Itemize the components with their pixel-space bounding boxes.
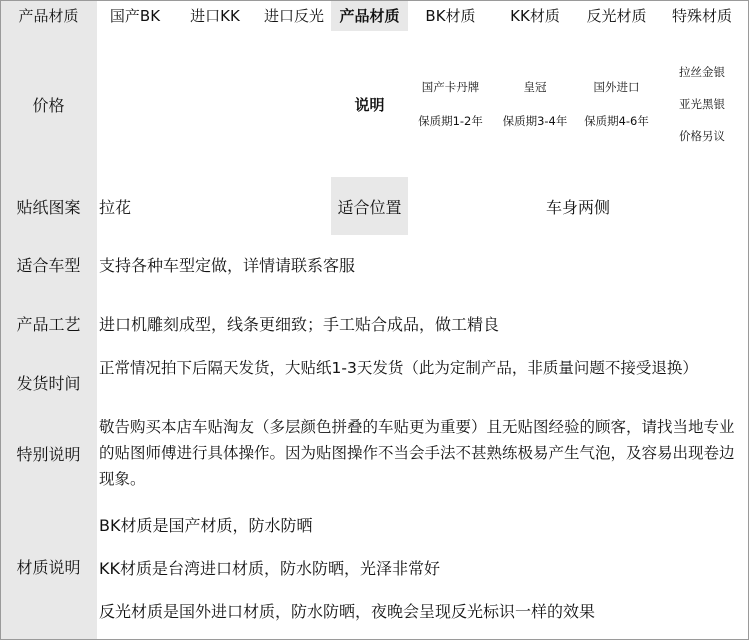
special-notice-label: 特别说明 bbox=[0, 412, 98, 495]
position-value: 车身两侧 bbox=[408, 177, 749, 236]
header-material-bk: BK材质 bbox=[408, 0, 494, 32]
material-line-kk: KK材质是台湾进口材质，防水防晒，光泽非常好 bbox=[99, 559, 440, 578]
reflective-origin: 国外进口 bbox=[593, 80, 640, 94]
bk-brand: 国产卡丹牌 bbox=[421, 80, 480, 94]
shipping-value: 正常情况拍下后隔天发货，大贴纸1-3天发货（此为定制产品，非质量问题不接受退换） bbox=[97, 353, 749, 413]
price-kk-cell bbox=[173, 31, 258, 178]
special-line-2: 亚光黑银 bbox=[679, 97, 725, 111]
price-label: 价格 bbox=[0, 31, 98, 178]
bk-warranty: 保质期1-2年 bbox=[418, 114, 483, 128]
header-product-material-label-2: 产品材质 bbox=[331, 0, 409, 32]
kk-brand: 皇冠 bbox=[523, 80, 547, 94]
special-notice-value: 敬告购买本店车贴淘友（多层颜色拼叠的车贴更为重要）且无贴图经验的顾客，请找当地专业的贴图师傅进行具体操作。因为贴图操作不当会手法不甚熟练极易产生气泡，及容易出现卷边现象。 bbox=[97, 412, 749, 495]
header-col-kk: 进口KK bbox=[173, 0, 258, 32]
header-material-special: 特殊材质 bbox=[656, 0, 749, 32]
special-description bbox=[656, 31, 749, 178]
shipping-label: 发货时间 bbox=[0, 353, 98, 413]
reflective-description bbox=[577, 31, 657, 178]
price-reflective-cell bbox=[257, 31, 332, 178]
kk-warranty: 保质期3-4年 bbox=[502, 114, 568, 128]
description-label: 说明 bbox=[331, 31, 409, 178]
craft-label: 产品工艺 bbox=[0, 294, 98, 354]
craft-value: 进口机雕刻成型，线条更细致；手工贴合成品，做工精良 bbox=[97, 294, 749, 354]
reflective-warranty: 保质期4-6年 bbox=[584, 114, 649, 128]
bk-description bbox=[408, 31, 494, 178]
header-material-reflective: 反光材质 bbox=[577, 0, 657, 32]
car-type-label: 适合车型 bbox=[0, 235, 98, 295]
sticker-value: 拉花 bbox=[97, 177, 332, 236]
kk-description bbox=[493, 31, 578, 178]
sticker-label: 贴纸图案 bbox=[0, 177, 98, 236]
special-line-1: 拉丝金银 bbox=[679, 65, 725, 79]
special-line-3: 价格另议 bbox=[679, 129, 725, 143]
material-line-bk: BK材质是国产材质，防水防晒 bbox=[99, 516, 313, 535]
material-explain-value bbox=[97, 494, 749, 640]
material-line-reflective: 反光材质是国外进口材质，防水防晒，夜晚会呈现反光标识一样的效果 bbox=[99, 602, 596, 621]
header-col-bk: 国产BK bbox=[97, 0, 174, 32]
header-material-kk: KK材质 bbox=[493, 0, 578, 32]
material-explain-label: 材质说明 bbox=[0, 494, 98, 640]
car-type-value: 支持各种车型定做，详情请联系客服 bbox=[97, 235, 749, 295]
position-label: 适合位置 bbox=[331, 177, 409, 236]
header-col-reflective: 进口反光 bbox=[257, 0, 332, 32]
header-product-material-label: 产品材质 bbox=[0, 0, 98, 32]
price-bk-cell bbox=[97, 31, 174, 178]
